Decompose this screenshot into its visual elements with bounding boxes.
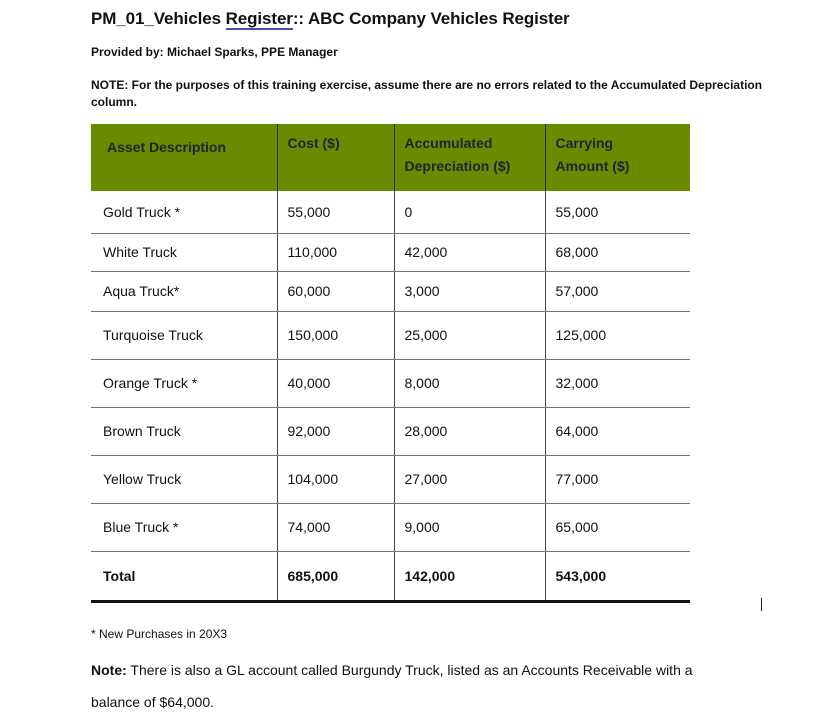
title-prefix: PM_01_Vehicles [91,9,226,28]
title-underlined-word: Register [225,9,293,28]
cell-carrying: 65,000 [545,503,690,551]
total-cost: 685,000 [277,551,394,601]
cell-carrying: 125,000 [545,311,690,359]
cell-asset: Aqua Truck* [91,271,277,311]
cell-accum: 9,000 [394,503,545,551]
cell-carrying: 77,000 [545,455,690,503]
cell-accum: 3,000 [394,271,545,311]
table-total-row [91,551,690,601]
table-row [91,455,690,503]
page-title [91,9,570,29]
cell-asset: Turquoise Truck [91,311,277,359]
cell-asset: Orange Truck * [91,359,277,407]
cell-accum: 28,000 [394,407,545,455]
table-row [91,191,690,233]
total-label: Total [91,551,277,601]
note-bottom-text: There is also a GL account called Burgundy Truck, listed as an Accounts Receivable with a balance of $64,000. [91,662,693,710]
table-row [91,359,690,407]
cell-accum: 8,000 [394,359,545,407]
header-asset-description: Asset Description [91,124,277,191]
table-row [91,271,690,311]
cell-cost: 40,000 [277,359,394,407]
title-suffix: :: ABC Company Vehicles Register [292,9,570,28]
vehicles-register-table [91,124,690,603]
header-cost: Cost ($) [277,124,394,191]
header-carrying-amount [545,124,690,191]
cell-asset: Blue Truck * [91,503,277,551]
cell-accum: 42,000 [394,233,545,271]
header-accum-line1: Accumulated [404,135,493,151]
cell-carrying: 57,000 [545,271,690,311]
cell-carrying: 55,000 [545,191,690,233]
cell-accum: 25,000 [394,311,545,359]
text-cursor [761,598,762,611]
provided-by-line: Provided by: Michael Sparks, PPE Manager [91,45,338,59]
header-accumulated-depreciation [394,124,545,191]
table-row [91,233,690,271]
cell-asset: Yellow Truck [91,455,277,503]
table-row [91,407,690,455]
table-row [91,503,690,551]
header-carry-line2: Amount ($) [555,158,630,174]
table-header-row [91,124,690,191]
footnote-new-purchases: * New Purchases in 20X3 [91,627,228,641]
cell-carrying: 68,000 [545,233,690,271]
note-bottom [91,654,731,718]
note-top: NOTE: For the purposes of this training exercise, assume there are no errors related to the Accumulated Depreciation column. [91,78,763,109]
cell-cost: 60,000 [277,271,394,311]
total-accum: 142,000 [394,551,545,601]
cell-asset: Gold Truck * [91,191,277,233]
header-carry-line1: Carrying [555,135,614,151]
cell-accum: 0 [394,191,545,233]
cell-carrying: 32,000 [545,359,690,407]
cell-asset: White Truck [91,233,277,271]
cell-cost: 104,000 [277,455,394,503]
cell-cost: 74,000 [277,503,394,551]
cell-carrying: 64,000 [545,407,690,455]
cell-cost: 110,000 [277,233,394,271]
cell-cost: 92,000 [277,407,394,455]
cell-cost: 150,000 [277,311,394,359]
cell-accum: 27,000 [394,455,545,503]
note-bottom-label: Note: [91,662,127,678]
header-accum-line2: Depreciation ($) [404,158,511,174]
cell-asset: Brown Truck [91,407,277,455]
table-row [91,311,690,359]
total-carrying: 543,000 [545,551,690,601]
cell-cost: 55,000 [277,191,394,233]
